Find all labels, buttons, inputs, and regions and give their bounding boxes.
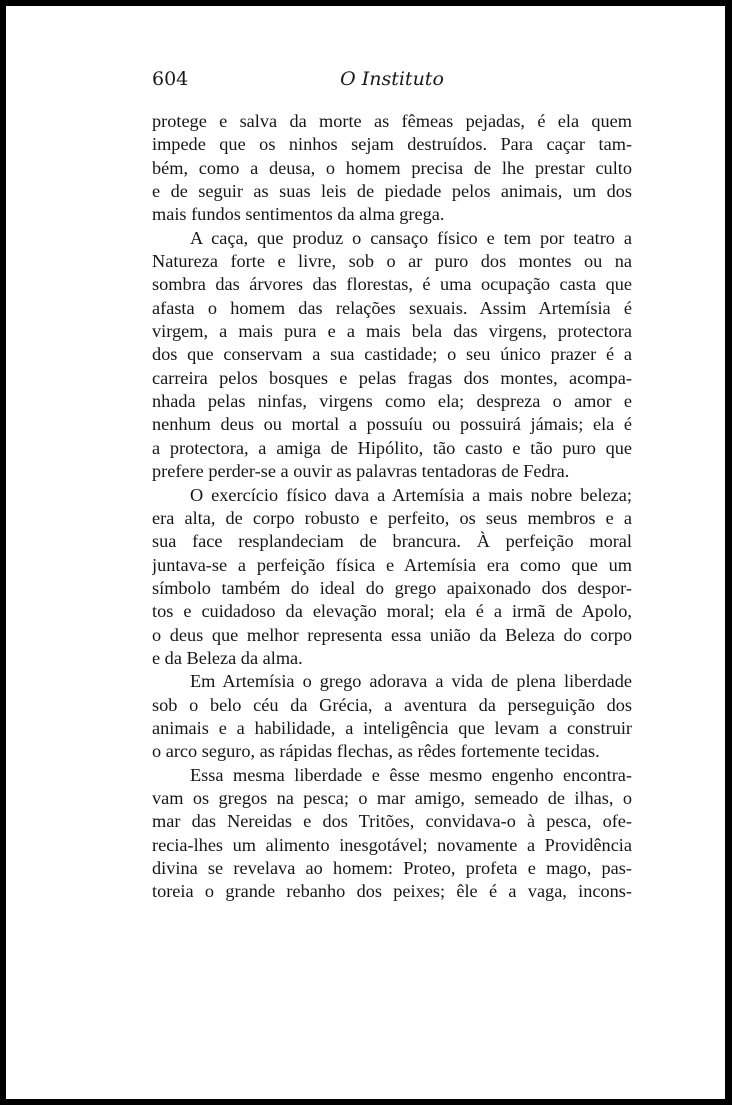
text-line: tos e cuidadoso da elevação moral; ela é a irmã de Apolo, (152, 601, 632, 622)
text-line: A caça, que produz o cansaço físico e tem por teatro a (190, 227, 632, 248)
text-line: e de seguir as suas leis de piedade pelos animais, um dos (152, 181, 632, 202)
text-line: sua face resplandeciam de brancura. À perfeição moral (152, 531, 632, 552)
text-line: protege e salva da morte as fêmeas pejadas, é ela quem (152, 111, 632, 131)
text-line: a protectora, a amiga de Hipólito, tão casto e tão puro que (152, 437, 632, 458)
text-line: sombra das árvores das florestas, é uma ocupação casta que (152, 274, 632, 295)
text-line: dos que conservam a sua castidade; o seu único prazer é a (152, 344, 632, 365)
text-line: nenhum deus ou mortal a possuíu ou possuirá jámais; ela é (152, 414, 632, 435)
text-line: vam os gregos na pesca; o mar amigo, semeado de ilhas, o (152, 787, 632, 808)
page (6, 6, 725, 1099)
text-line: o arco seguro, as rápidas flechas, as rêdes fortemente tecidas. (152, 741, 600, 762)
text-line: afasta o homem das relações sexuais. Assim Artemísia é (152, 297, 632, 318)
text-line: sob o belo céu da Grécia, a aventura da perseguição dos (152, 694, 632, 715)
text-line: o deus que melhor representa essa união da Beleza do corpo (152, 624, 632, 645)
page-header (152, 68, 632, 94)
text-line: juntava-se a perfeição física e Artemísia era como que um (152, 554, 632, 575)
text-line: animais e a habilidade, a inteligência que levam a construir (152, 717, 632, 738)
text-line: símbolo também do ideal do grego apaixonado dos despor- (152, 577, 632, 598)
text-line: O exercício físico dava a Artemísia a mais nobre beleza; (190, 484, 632, 505)
text-line: toreia o grande rebanho dos peixes; êle é a vaga, incons- (152, 881, 632, 902)
text-line: era alta, de corpo robusto e perfeito, os seus membros e a (152, 507, 632, 528)
text-line: Natureza forte e livre, sob o ar puro dos montes ou na (152, 251, 632, 272)
text-line: e da Beleza da alma. (152, 647, 303, 668)
text-line: recia-lhes um alimento inesgotável; novamente a Providência (152, 834, 632, 855)
text-line: prefere perder-se a ouvir as palavras tentadoras de Fedra. (152, 461, 570, 482)
text-line: impede que os ninhos sejam destruídos. Para caçar tam- (152, 134, 632, 155)
text-line: carreira pelos bosques e pelas fragas dos montes, acompa- (152, 367, 632, 388)
text-line: bém, como a deusa, o homem precisa de lhe prestar culto (152, 157, 632, 178)
text-line: Essa mesma liberdade e êsse mesmo engenho encontra- (190, 764, 632, 785)
text-line: divina se revelava ao homem: Proteo, profeta e mago, pas- (152, 858, 632, 878)
text-line: mar das Nereidas e dos Tritões, convidava-o à pesca, ofe- (152, 811, 632, 832)
body-text (152, 110, 632, 904)
page-number: 604 (152, 68, 189, 90)
text-line: mais fundos sentimentos da alma grega. (152, 204, 445, 225)
text-line: Em Artemísia o grego adorava a vida de plena liberdade (190, 671, 632, 692)
text-line: virgem, a mais pura e a mais bela das virgens, protectora (152, 321, 632, 342)
running-title: O Instituto (340, 68, 444, 90)
text-line: nhada pelas ninfas, virgens como ela; despreza o amor e (152, 391, 632, 412)
